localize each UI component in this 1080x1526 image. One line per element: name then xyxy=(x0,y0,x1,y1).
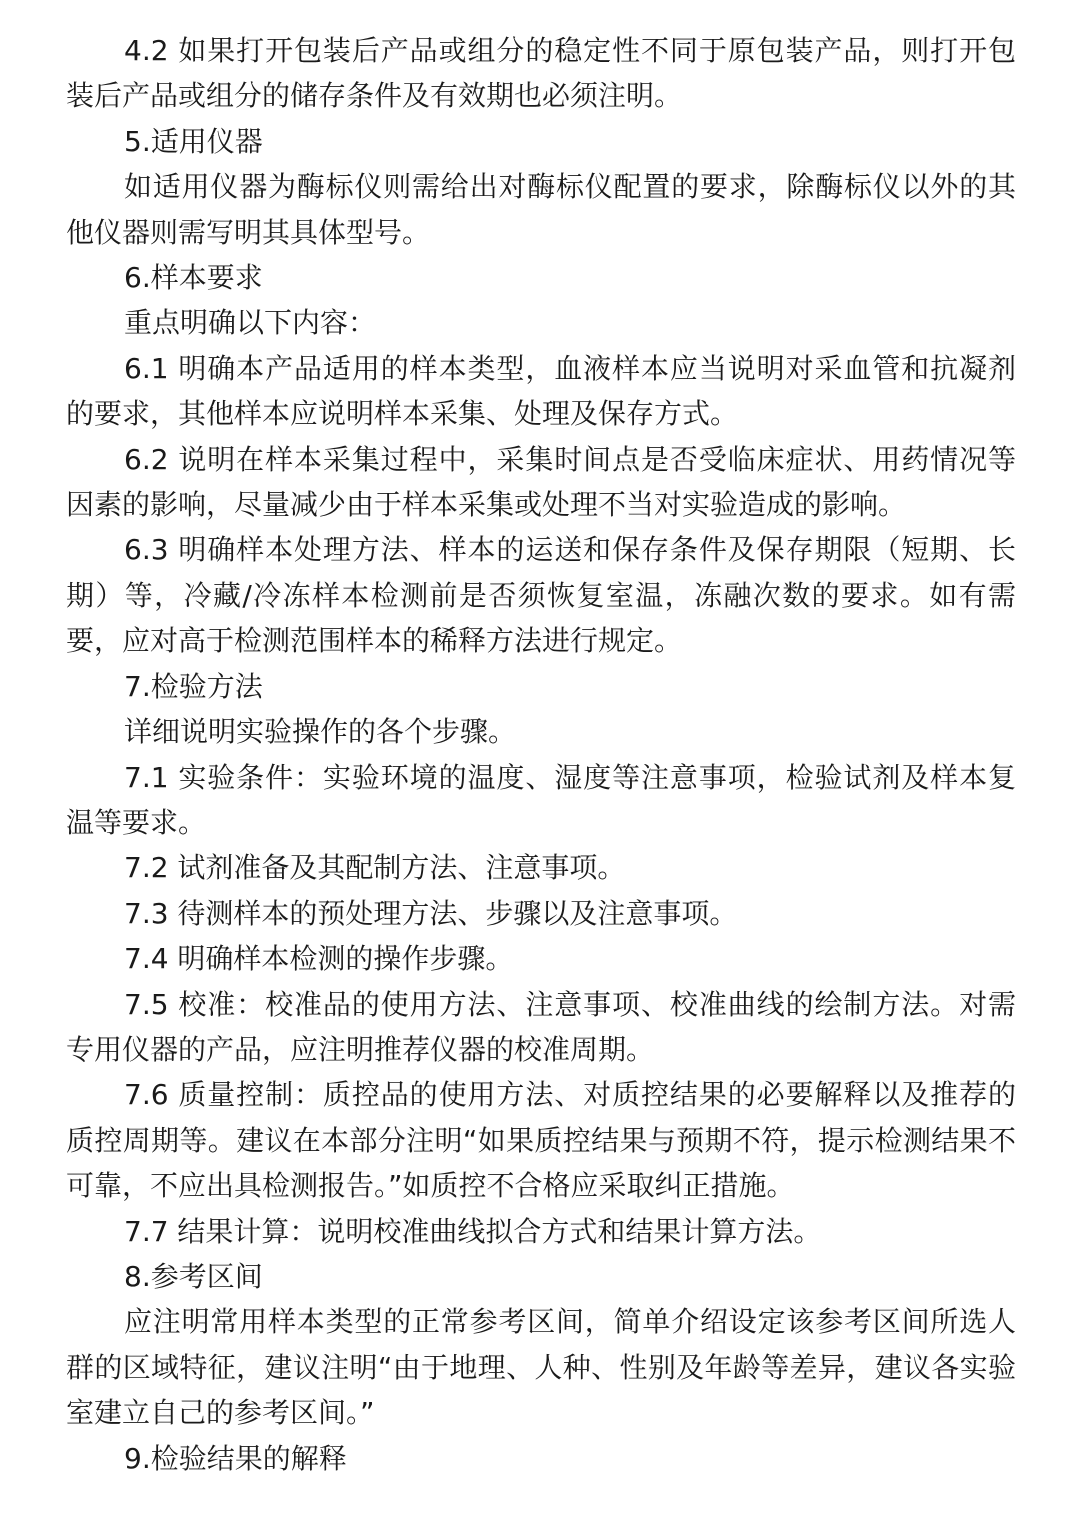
heading-7-test-method: 7.检验方法 xyxy=(124,669,263,703)
paragraph-7-1-conditions: 7.1 实验条件：实验环境的温度、湿度等注意事项，检验试剂及样本复温等要求。 xyxy=(66,760,1016,839)
paragraph-7-4-procedure: 7.4 明确样本检测的操作步骤。 xyxy=(124,942,514,976)
paragraph-7-5-calibration: 7.5 校准：校准品的使用方法、注意事项、校准曲线的绘制方法。对需专用仪器的产品，应注明推荐仪器的校准周期。 xyxy=(66,987,1016,1066)
paragraph-6-2-collection-factors: 6.2 说明在样本采集过程中，采集时间点是否受临床症状、用药情况等因素的影响，尽量减少由于样本采集或处理不当对实验造成的影响。 xyxy=(66,442,1016,522)
paragraph-7-3-pretreatment: 7.3 待测样本的预处理方法、步骤以及注意事项。 xyxy=(124,896,738,930)
paragraph-4-2-storage-after-opening: 4.2 如果打开包装后产品或组分的稳定性不同于原包装产品，则打开包装后产品或组分的储存条件及有效期也必须注明。 xyxy=(66,34,1016,113)
heading-8-reference-interval: 8.参考区间 xyxy=(124,1259,263,1293)
heading-9-result-interpretation: 9.检验结果的解释 xyxy=(124,1441,347,1475)
paragraph-instrument-requirements: 如适用仪器为酶标仪则需给出对酶标仪配置的要求，除酶标仪以外的其他仪器则需写明其具体型号。 xyxy=(66,170,1016,249)
paragraph-7-7-calculation: 7.7 结果计算：说明校准曲线拟合方式和结果计算方法。 xyxy=(124,1214,822,1248)
paragraph-6-1-sample-types: 6.1 明确本产品适用的样本类型，血液样本应当说明对采血管和抗凝剂的要求，其他样本应说明样本采集、处理及保存方式。 xyxy=(66,351,1016,431)
paragraph-reference-interval: 应注明常用样本类型的正常参考区间，简单介绍设定该参考区间所选人群的区域特征，建议注明“由于地理、人种、性别及年龄等差异，建议各实验室建立自己的参考区间。” xyxy=(66,1305,1016,1430)
heading-5-applicable-instruments: 5.适用仪器 xyxy=(124,124,263,158)
document-body xyxy=(66,28,1016,1481)
paragraph-7-6-quality-control: 7.6 质量控制：质控品的使用方法、对质控结果的必要解释以及推荐的质控周期等。建议在本部分注明“如果质控结果与预期不符，提示检测结果不可靠，不应出具检测报告。”如质控不合格应采取纠正措施。 xyxy=(66,1078,1016,1203)
paragraph-6-3-sample-handling: 6.3 明确样本处理方法、样本的运送和保存条件及保存期限（短期、长期）等，冷藏/冷冻样本检测前是否须恢复室温，冻融次数的要求。如有需要，应对高于检测范围样本的稀释方法进行规定。 xyxy=(66,533,1016,658)
paragraph-method-intro: 详细说明实验操作的各个步骤。 xyxy=(124,715,517,749)
paragraph-7-2-reagent-prep: 7.2 试剂准备及其配制方法、注意事项。 xyxy=(124,851,626,885)
heading-6-sample-requirements: 6.样本要求 xyxy=(124,261,263,295)
paragraph-key-points-intro: 重点明确以下内容： xyxy=(124,306,377,340)
